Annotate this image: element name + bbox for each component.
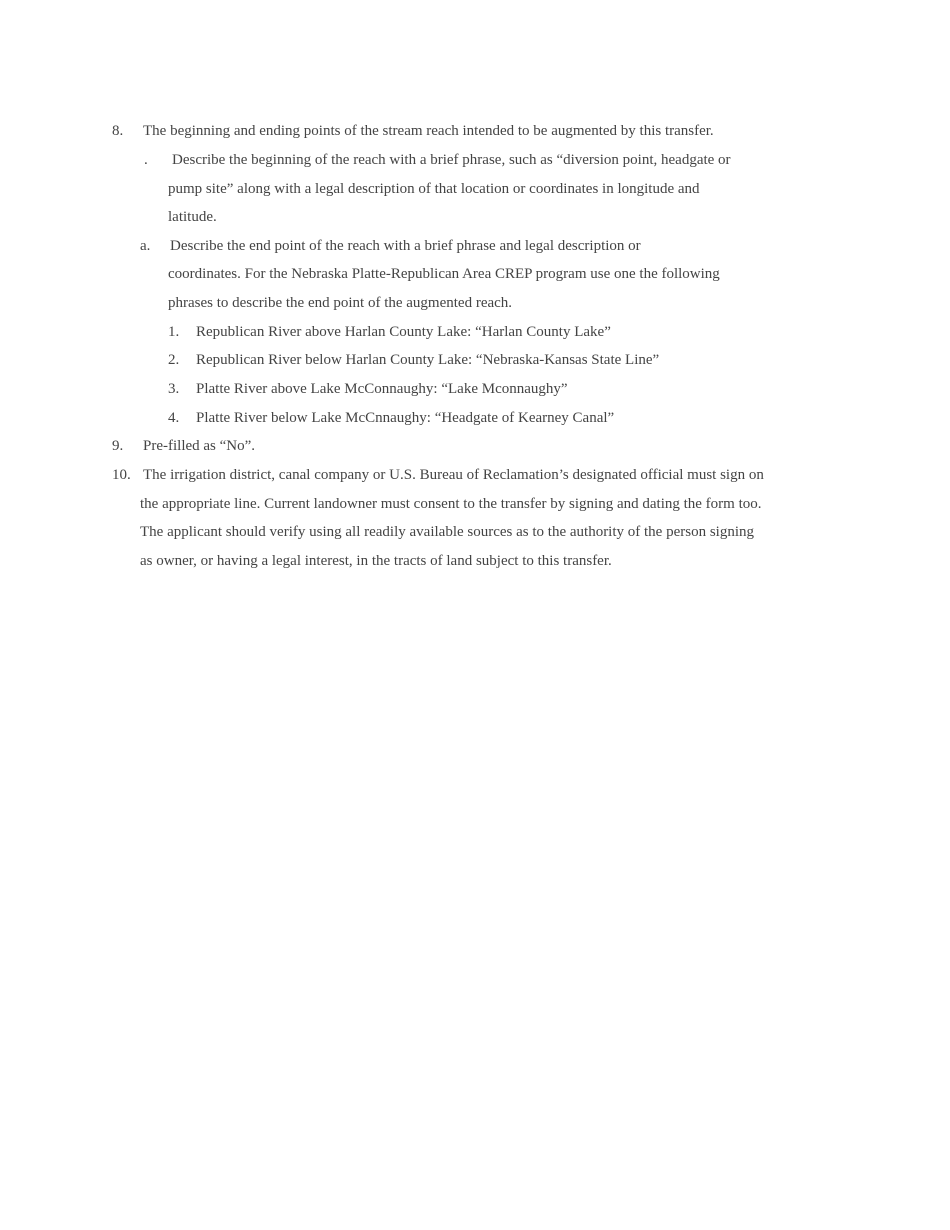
item-9-marker: 9.	[112, 438, 124, 454]
option-marker-1: 1.	[168, 324, 180, 340]
item-8-end-line3: phrases to describe the end point of the augmented reach.	[168, 295, 513, 311]
item-8-begin-line2: pump site” along with a legal description of that location or coordinates in longitude and	[168, 181, 700, 197]
item-9-text: Pre-filled as “No”.	[143, 438, 256, 454]
item-8-text: The beginning and ending points of the stream reach intended to be augmented by this transfer.	[143, 123, 714, 139]
item-10-line4: as owner, or having a legal interest, in the tracts of land subject to this transfer.	[140, 553, 612, 569]
item-10-line2: the appropriate line. Current landowner must consent to the transfer by signing and dating the form too.	[140, 496, 762, 512]
option-marker-4: 4.	[168, 410, 180, 426]
item-8-end-marker: a.	[140, 238, 151, 254]
option-marker-2: 2.	[168, 352, 180, 368]
item-10-marker: 10.	[112, 467, 131, 483]
item-8-end-line1: Describe the end point of the reach with a brief phrase and legal description or	[170, 238, 641, 254]
option-text-4: Platte River below Lake McCnnaughy: “Headgate of Kearney Canal”	[196, 410, 615, 426]
item-8-end-line2: coordinates. For the Nebraska Platte-Republican Area CREP program use one the following	[168, 266, 720, 282]
option-marker-3: 3.	[168, 381, 180, 397]
option-text-3: Platte River above Lake McConnaughy: “Lake Mconnaughy”	[196, 381, 568, 397]
option-text-2: Republican River below Harlan County Lake: “Nebraska-Kansas State Line”	[196, 352, 660, 368]
option-text-1: Republican River above Harlan County Lake: “Harlan County Lake”	[196, 324, 611, 340]
item-10-line3: The applicant should verify using all readily available sources as to the authority of the person signing	[140, 524, 755, 540]
item-8-begin-line3: latitude.	[168, 209, 217, 225]
item-8-begin-line1: Describe the beginning of the reach with a brief phrase, such as “diversion point, headgate or	[172, 152, 731, 168]
item-8-marker: 8.	[112, 123, 124, 139]
item-8-begin-marker: .	[144, 152, 148, 168]
item-10-line1: The irrigation district, canal company or U.S. Bureau of Reclamation’s designated official must sign on	[143, 467, 764, 483]
